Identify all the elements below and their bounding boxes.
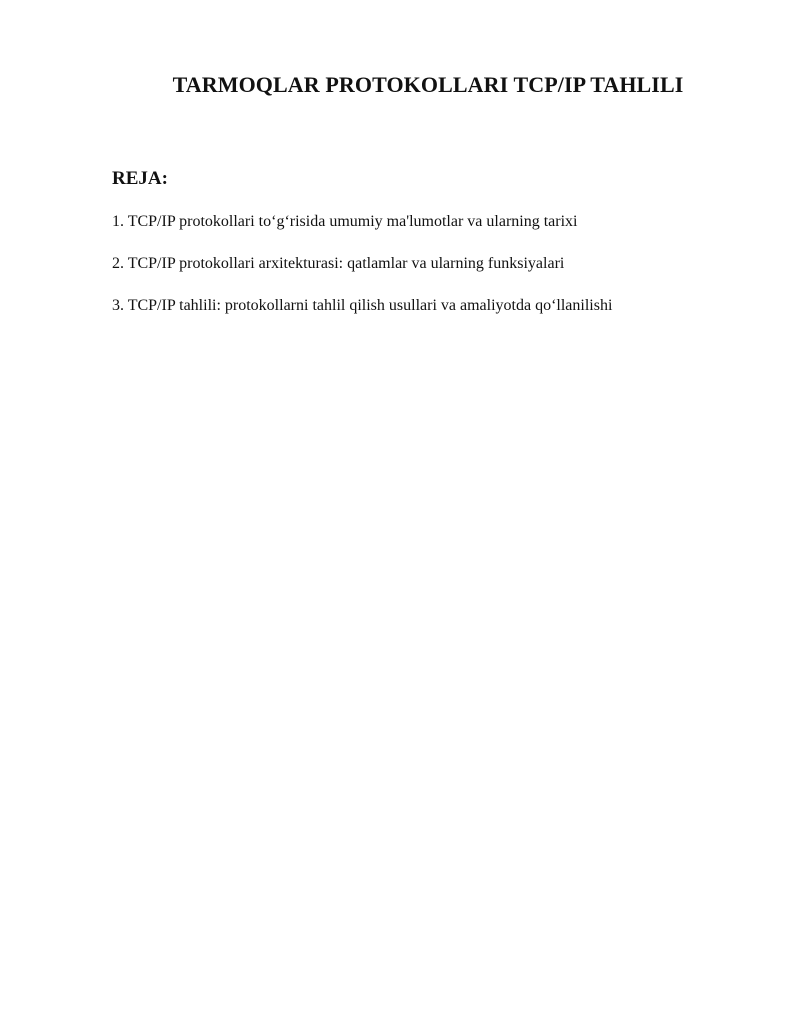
plan-heading: REJA:	[112, 168, 168, 189]
plan-item-1: 1. TCP/IP protokollari to‘g‘risida umumiy ma'lumotlar va ularning tarixi	[112, 213, 578, 230]
document-title: TARMOQLAR PROTOKOLLARI TCP/IP TAHLILI	[172, 72, 684, 97]
plan-list	[112, 212, 612, 338]
plan-item-2: 2. TCP/IP protokollari arxitekturasi: qatlamlar va ularning funksiyalari	[112, 255, 565, 272]
plan-item-3: 3. TCP/IP tahlili: protokollarni tahlil qilish usullari va amaliyotda qo‘llanilishi	[112, 297, 613, 314]
